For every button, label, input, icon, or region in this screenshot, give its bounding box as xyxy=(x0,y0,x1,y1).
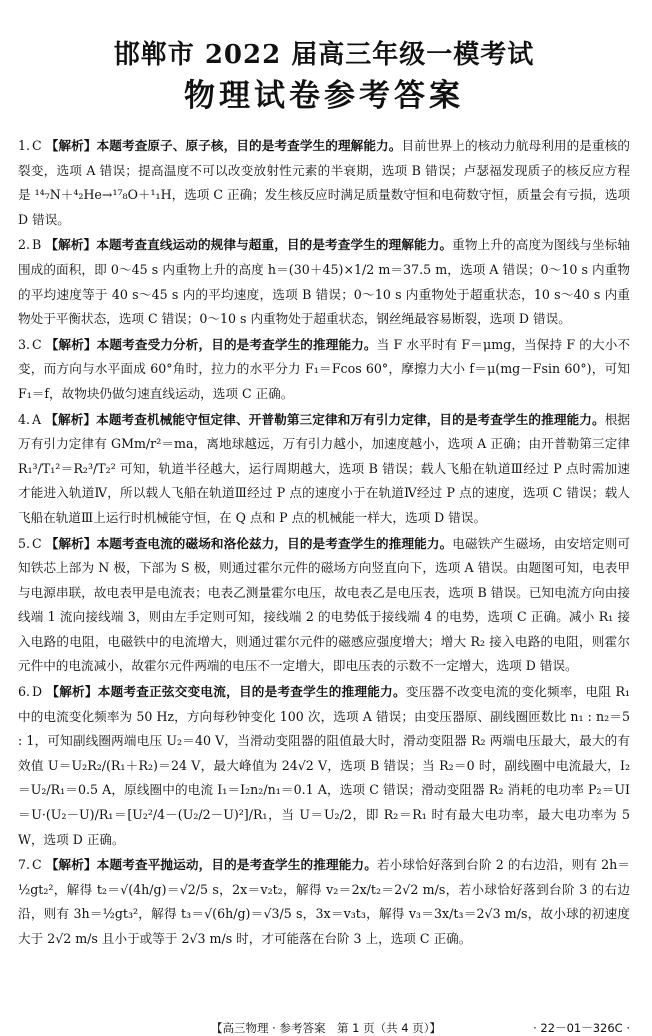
footer-page-info: 【高三物理 · 参考答案 第 1 页（共 4 页）】 xyxy=(211,1021,441,1035)
question-number: 2. xyxy=(18,237,31,253)
analysis-heading: 【解析】本题考查平抛运动，目的是考查学生的推理能力。 xyxy=(45,857,377,873)
page-title: 邯郸市 2022 届高三年级一模考试 xyxy=(113,40,535,70)
answer-choice: A xyxy=(32,411,42,427)
analysis-text: 电磁铁产生磁场，由安培定则可知铁芯上部为 N 极，下部为 S 极，则通过霍尔元件的磁场方向竖直向下，选项 A 错误。由题图可知，电表甲与电源串联，故电表甲是电流表；电表乙测量霍尔电压，故电表乙是电压表，选项 B 错误。已知电流方向由接线端 1 流向接线端 3，则由左手定则可知，接线端 2 的电势低于接线端 4 的电势，选项 C 正确。减小 R₁ 接入电路的电阻，电磁铁中的电流增大，则通过霍尔元件的磁感应强度增大；增大 R₂ 接入电路的电阻，则霍尔元件中的电流减小，故霍尔元件两端的电压不一定增大，即电压表的示数不一定增大，选项 D 错误。 xyxy=(18,535,631,674)
question-number: 4. xyxy=(18,411,31,427)
question-number: 7. xyxy=(18,857,31,873)
footer-doc-code: · 22－01－326C · xyxy=(533,1021,630,1035)
analysis-heading: 【解析】本题考查受力分析，目的是考查学生的推理能力。 xyxy=(45,336,377,352)
analysis-heading: 【解析】本题考查电流的磁场和洛伦兹力，目的是考查学生的推理能力。 xyxy=(45,535,453,551)
answer-choice: C xyxy=(32,857,42,873)
analysis-text: 根据万有引力定律有 GMm/r²＝ma，离地球越远，万有引力越小，加速度越小，选项 A 正确；由开普勒第三定律 R₁³/T₁²＝R₂³/T₂² 可知，轨道半径越大，运行周期越大，选项 B 错误；载人飞船在轨道Ⅲ经过 P 点时需加速才能进入轨道Ⅳ，所以载人飞船在轨道Ⅲ经过 P 点的速度小于在轨道Ⅳ经过 P 点的速度，选项 C 错误；载人飞船在轨道Ⅲ上运行时机械能守恒，在 Q 点和 P 点的机械能一样大，选项 D 错误。 xyxy=(18,411,631,525)
analysis-text: 变压器不改变电流的变化频率，电阻 R₁ 中的电流变化频率为 50 Hz，方向每秒钟变化 100 次，选项 A 错误；由变压器原、副线圈匝数比 n₁ : n₂＝5 : 1，可知副线圈两端电压 U₂＝40 V，当滑动变阻器的阻值最大时，滑动变阻器 R₂ 两端电压最大，最大的有效值 U＝U₂R₂/(R₁＋R₂)＝24 V，最大峰值为 24√2 V，选项 B 错误；当 R₂＝0 时，副线圈中电流最大，I₂＝U₂/R₁＝0.5 A，原线圈中的电流 I₁＝I₂n₂/n₁＝0.1 A，选项 C 错误；滑动变阻器 R₂ 消耗的电功率 P₂＝UI＝U·(U₂－U)/R₁＝[U₂²/4－(U₂/2－U)²]/R₁，当 U＝U₂/2，即 R₂＝R₁ 时有最大电功率，最大电功率为 5 W，选项 D 正确。 xyxy=(18,684,630,847)
analysis-heading: 【解析】本题考查机械能守恒定律、开普勒第三定律和万有引力定律，目的是考查学生的推理能力。 xyxy=(45,411,605,427)
page-subtitle: 物理试卷参考答案 xyxy=(184,78,464,114)
analysis-heading: 【解析】本题考查直线运动的规律与超重，目的是考查学生的理解能力。 xyxy=(45,237,453,253)
answer-item-3 xyxy=(18,333,630,407)
question-number: 5. xyxy=(18,535,31,551)
analysis-text: 若小球恰好落到台阶 2 的右边沿，则有 2h＝½gt₂²，解得 t₂＝√(4h/g)＝√2/5 s，2x＝v₂t₂，解得 v₂＝2x/t₂＝2√2 m/s，若小球恰好落到台阶 3 的右边沿，则有 3h＝½gt₃²，解得 t₃＝√(6h/g)＝√3/5 s，3x＝v₃t₃，解得 v₃＝3x/t₃＝2√3 m/s，故小球的初速度大于 2√2 m/s 且小于或等于 2√3 m/s 时，才可能落在台阶 3 上，选项 C 正确。 xyxy=(18,857,631,946)
analysis-text: 重物上升的高度为图线与坐标轴围成的面积，即 0～45 s 内重物上升的高度 h＝(30＋45)×1/2 m＝37.5 m，选项 A 错误；0～10 s 内重物的平均速度等于 40 s～45 s 内的平均速度，选项 B 错误；0～10 s 内重物处于超重状态，10 s～40 s 内重物处于平衡状态，选项 C 错误；0～10 s 内重物处于超重状态，钢丝绳最容易断裂，选项 D 错误。 xyxy=(18,237,631,327)
answer-item-4 xyxy=(18,408,630,531)
analysis-heading: 【解析】本题考查原子、原子核，目的是考查学生的理解能力。 xyxy=(45,138,402,153)
answer-choice: C xyxy=(32,336,42,352)
answer-item-7 xyxy=(18,853,630,951)
answer-choice: C xyxy=(32,138,42,153)
answer-sheet-page xyxy=(0,38,652,1035)
answer-list xyxy=(18,134,630,952)
question-number: 3. xyxy=(18,336,31,352)
answer-choice: C xyxy=(32,535,42,551)
answer-choice: D xyxy=(32,684,43,700)
question-number: 1. xyxy=(18,138,31,153)
answer-item-6 xyxy=(18,680,630,852)
analysis-text: 目前世界上的核动力航母利用的是重核的裂变，选项 A 错误；提高温度不可以改变放射性元素的半衰期，选项 B 错误；卢瑟福发现质子的核反应方程是 ¹⁴₇N＋⁴₂He→¹⁷₈O＋¹₁H，选项 C 正确；发生核反应时满足质量数守恒和电荷数守恒，质量会有亏损，选项 D 错误。 xyxy=(18,138,631,227)
question-number: 6. xyxy=(18,684,31,700)
analysis-text: 当 F 水平时有 F＝μmg，当保持 F 的大小不变，而方向与水平面成 60°角时，拉力的水平分力 F₁＝Fcos 60°，摩擦力大小 f＝μ(mg－Fsin 60°)，可知 F₁＝f，故物块仍做匀速直线运动，选项 C 正确。 xyxy=(18,336,631,401)
analysis-heading: 【解析】本题考查正弦交变电流，目的是考查学生的推理能力。 xyxy=(46,684,406,700)
answer-item-5 xyxy=(18,532,630,680)
answer-choice: B xyxy=(32,237,42,253)
answer-item-1 xyxy=(18,134,630,232)
answer-item-2 xyxy=(18,233,630,331)
